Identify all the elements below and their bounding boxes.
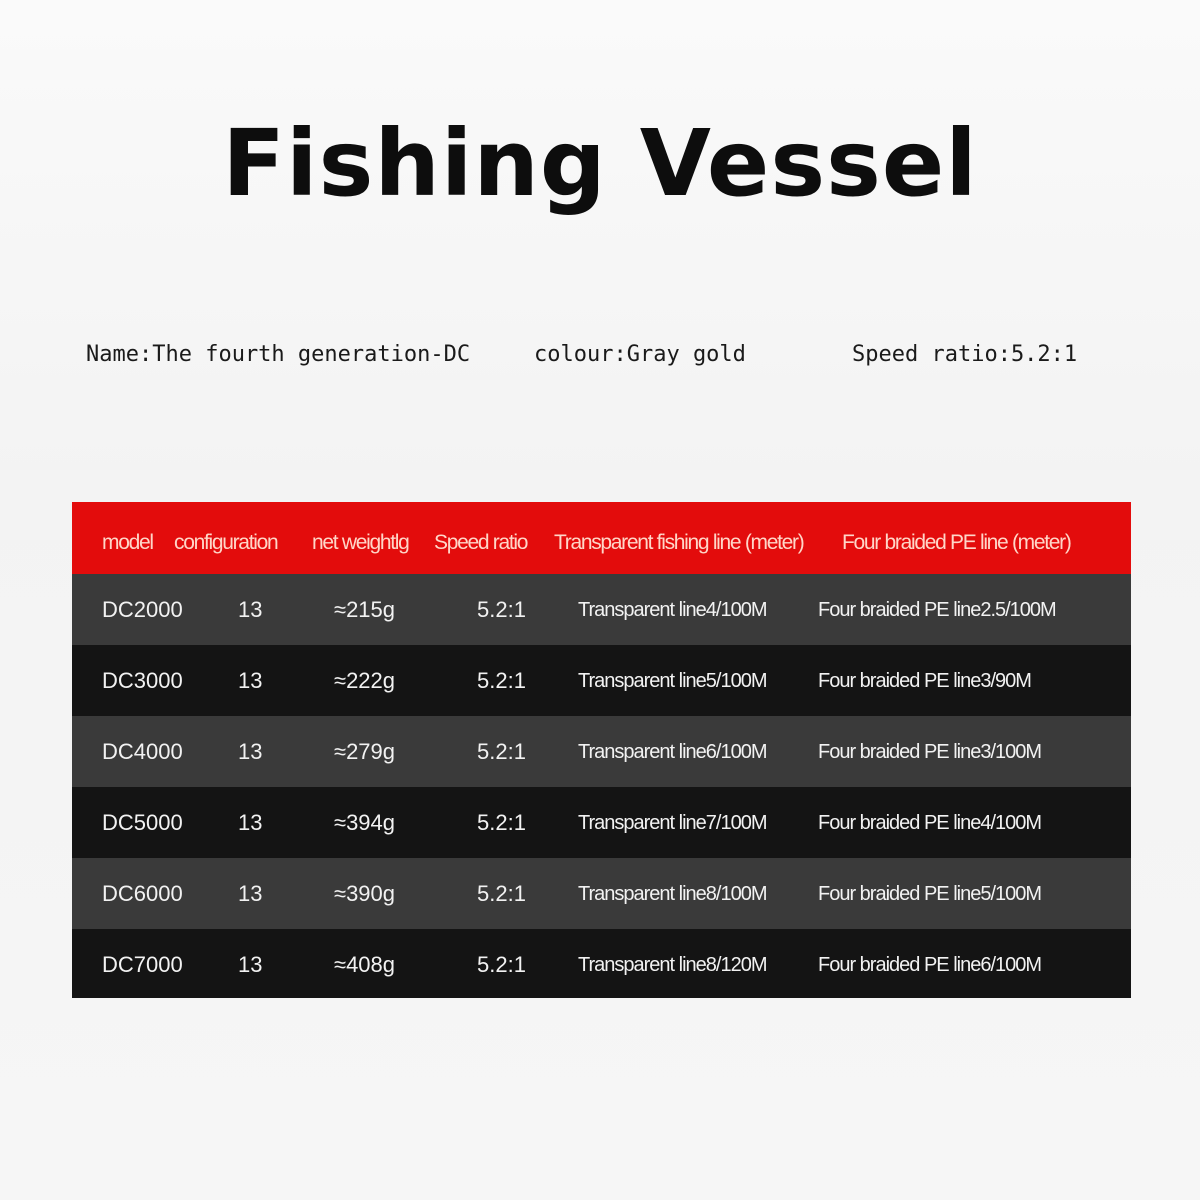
cell-net-weight: ≈222g: [334, 668, 396, 693]
cell-configuration: 13: [238, 952, 263, 977]
cell-pe-line: Four braided PE line3/100M: [818, 741, 1042, 763]
cell-net-weight: ≈215g: [334, 597, 396, 622]
table-header: [72, 502, 1131, 574]
cell-pe-line: Four braided PE line3/90M: [818, 670, 1031, 692]
cell-net-weight: ≈390g: [334, 881, 396, 906]
table-row: [72, 858, 1131, 929]
cell-model: DC4000: [102, 739, 183, 764]
cell-configuration: 13: [238, 668, 263, 693]
cell-pe-line: Four braided PE line4/100M: [818, 812, 1042, 834]
cell-net-weight: ≈279g: [334, 739, 396, 764]
cell-configuration: 13: [238, 881, 263, 906]
cell-net-weight: ≈394g: [334, 810, 396, 835]
table-row: [72, 929, 1131, 998]
cell-transparent-line: Transparent line5/100M: [578, 670, 767, 692]
cell-model: DC5000: [102, 810, 183, 835]
header-configuration: configuration: [174, 531, 278, 554]
header-transparent-line: Transparent fishing line (meter): [554, 531, 804, 554]
cell-transparent-line: Transparent line8/100M: [578, 883, 767, 905]
cell-configuration: 13: [238, 597, 263, 622]
cell-configuration: 13: [238, 739, 263, 764]
cell-model: DC7000: [102, 952, 183, 977]
cell-transparent-line: Transparent line8/120M: [578, 954, 767, 976]
info-colour: colour:Gray gold: [534, 342, 746, 367]
info-name: Name:The fourth generation-DC: [86, 342, 471, 367]
cell-speed-ratio: 5.2:1: [477, 597, 526, 622]
table-row: [72, 574, 1131, 645]
info-speed-ratio: Speed ratio:5.2:1: [852, 342, 1078, 367]
header-speed-ratio: Speed ratio: [434, 531, 528, 554]
page-title: Fishing Vessel: [222, 110, 978, 217]
header-net-weight: net weightlg: [312, 531, 409, 554]
cell-transparent-line: Transparent line6/100M: [578, 741, 767, 763]
table-row: [72, 787, 1131, 858]
cell-model: DC3000: [102, 668, 183, 693]
table-row: [72, 645, 1131, 716]
cell-speed-ratio: 5.2:1: [477, 810, 526, 835]
cell-net-weight: ≈408g: [334, 952, 396, 977]
cell-pe-line: Four braided PE line2.5/100M: [818, 599, 1056, 621]
cell-speed-ratio: 5.2:1: [477, 739, 526, 764]
cell-model: DC6000: [102, 881, 183, 906]
cell-transparent-line: Transparent line7/100M: [578, 812, 767, 834]
spec-table: [72, 502, 1131, 998]
cell-configuration: 13: [238, 810, 263, 835]
cell-speed-ratio: 5.2:1: [477, 881, 526, 906]
cell-model: DC2000: [102, 597, 183, 622]
cell-transparent-line: Transparent line4/100M: [578, 599, 767, 621]
cell-speed-ratio: 5.2:1: [477, 668, 526, 693]
header-pe-line: Four braided PE line (meter): [842, 531, 1071, 554]
cell-pe-line: Four braided PE line5/100M: [818, 883, 1042, 905]
header-model: model: [102, 531, 153, 554]
table-row: [72, 716, 1131, 787]
cell-pe-line: Four braided PE line6/100M: [818, 954, 1042, 976]
cell-speed-ratio: 5.2:1: [477, 952, 526, 977]
